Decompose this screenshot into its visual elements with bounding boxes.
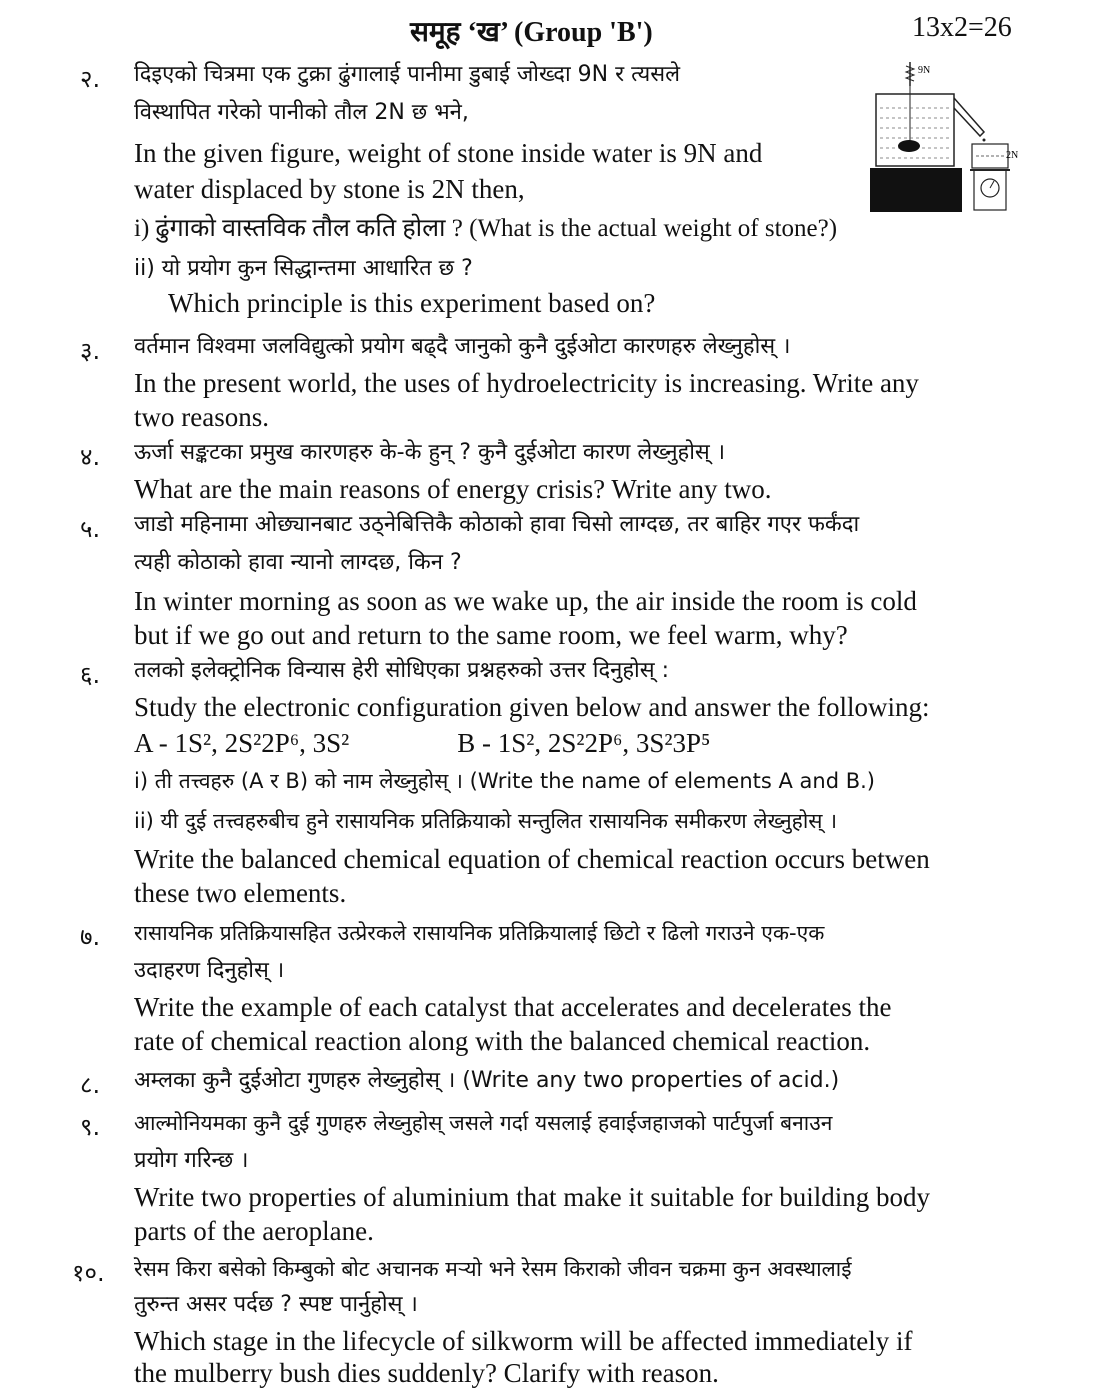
question-line: ii) यी दुई तत्त्वहरुबीच हुने रासायनिक प्रतिक्रियाको सन्तुलित रासायनिक समीकरण लेख्नुहोस् । (134, 809, 838, 833)
question-line: but if we go out and return to the same room, we feel warm, why? (134, 620, 848, 650)
section-title: समूह ‘ख’ (Group 'B') (410, 17, 653, 48)
question-line: आल्मोनियमका कुनै दुई गुणहरु लेख्नुहोस् जसले गर्दा यसलाई हवाईजहाजको पार्टपुर्जा बनाउन (134, 1111, 833, 1135)
question-line: प्रयोग गरिन्छ । (134, 1148, 249, 1173)
question-line: तुरुन्त असर पर्दछ ? स्पष्ट पार्नुहोस् । (134, 1292, 418, 1317)
question-line: parts of the aeroplane. (134, 1216, 374, 1246)
question-line: ii) यो प्रयोग कुन सिद्धान्तमा आधारित छ ? (134, 256, 473, 281)
question-number: २. (80, 65, 101, 93)
question-number: ३. (80, 337, 101, 365)
question-line: जाडो महिनामा ओछ्यानबाट उठ्नेबित्तिकै कोठाको हावा चिसो लाग्दछ, तर बाहिर गएर फर्कंदा (134, 512, 860, 537)
question-line: विस्थापित गरेको पानीको तौल 2N छ भने, (134, 100, 469, 125)
section-marks: 13x2=26 (912, 12, 1012, 43)
question-line: Study the electronic configuration given below and answer the following: (134, 692, 930, 722)
section-header (0, 10, 1103, 50)
question-line: water displaced by stone is 2N then, (134, 174, 525, 204)
question-line: रेसम किरा बसेको किम्बुको बोट अचानक मर्‍यो भने रेसम किराको जीवन चक्रमा कुन अवस्थालाई (134, 1257, 852, 1281)
question-line: Which stage in the lifecycle of silkworm will be affected immediately if (134, 1326, 913, 1356)
displaced-label: 2N (1006, 150, 1019, 161)
question-line: त्यही कोठाको हावा न्यानो लाग्दछ, किन ? (134, 550, 462, 575)
question-line: तलको इलेक्ट्रोनिक विन्यास हेरी सोधिएका प्रश्नहरुको उत्तर दिनुहोस् : (134, 658, 669, 683)
question-line: दिइएको चित्रमा एक टुक्रा ढुंगालाई पानीमा डुबाई जोख्दा 9N र त्यसले (134, 62, 680, 87)
question-number: ७. (80, 923, 101, 951)
question-line: the mulberry bush dies suddenly? Clarify with reason. (134, 1358, 719, 1388)
question-line: What are the main reasons of energy crisis? Write any two. (134, 474, 772, 504)
question-line: In the given figure, weight of stone inside water is 9N and (134, 138, 763, 168)
question-line: In the present world, the uses of hydroelectricity is increasing. Write any (134, 368, 919, 398)
question-line: i) ती तत्त्वहरु (A र B) को नाम लेख्नुहोस् । (Write the name of elements A and B.) (134, 769, 875, 793)
question-line: rate of chemical reaction along with the balanced chemical reaction. (134, 1026, 871, 1056)
question-line: Write two properties of aluminium that make it suitable for building body (134, 1182, 930, 1212)
question-number: ५. (80, 515, 101, 543)
question-line: अम्लका कुनै दुईओटा गुणहरु लेख्नुहोस् । (Write any two properties of acid.) (134, 1068, 840, 1093)
question-line: Write the balanced chemical equation of chemical reaction occurs betwen (134, 844, 930, 874)
question-line: वर्तमान विश्वमा जलविद्युत्को प्रयोग बढ्दै जानुको कुनै दुईओटा कारणहरु लेख्नुहोस् । (134, 334, 791, 359)
question-line: i) ढुंगाको वास्तविक तौल कति होला ? (What is the actual weight of stone?) (134, 215, 838, 242)
question-number: ९. (80, 1113, 101, 1141)
question-line: In winter morning as soon as we wake up, the air inside the room is cold (134, 586, 917, 616)
question-number: ६. (80, 661, 101, 689)
question-line: Write the example of each catalyst that accelerates and decelerates the (134, 992, 892, 1022)
question-number: १०. (72, 1259, 105, 1287)
weight-label: 9N (918, 65, 931, 76)
question-number: ८. (80, 1071, 101, 1099)
question-number: ४. (80, 443, 101, 471)
archimedes-figure (866, 60, 1026, 214)
question-line: these two elements. (134, 878, 347, 908)
question-line: ऊर्जा सङ्कटका प्रमुख कारणहरु के-के हुन् ? कुनै दुईओटा कारण लेख्नुहोस् । (134, 440, 726, 465)
question-line: Which principle is this experiment based on? (168, 288, 656, 318)
question-line: two reasons. (134, 402, 269, 432)
question-line: रासायनिक प्रतिक्रियासहित उत्प्रेरकले रासायनिक प्रतिक्रियालाई छिटो र ढिलो गराउने एक-एक (134, 921, 825, 945)
question-line: A - 1S², 2S²2P⁶, 3S² B - 1S², 2S²2P⁶, 3S²3P⁵ (134, 728, 711, 758)
question-line: उदाहरण दिनुहोस् । (134, 958, 285, 983)
